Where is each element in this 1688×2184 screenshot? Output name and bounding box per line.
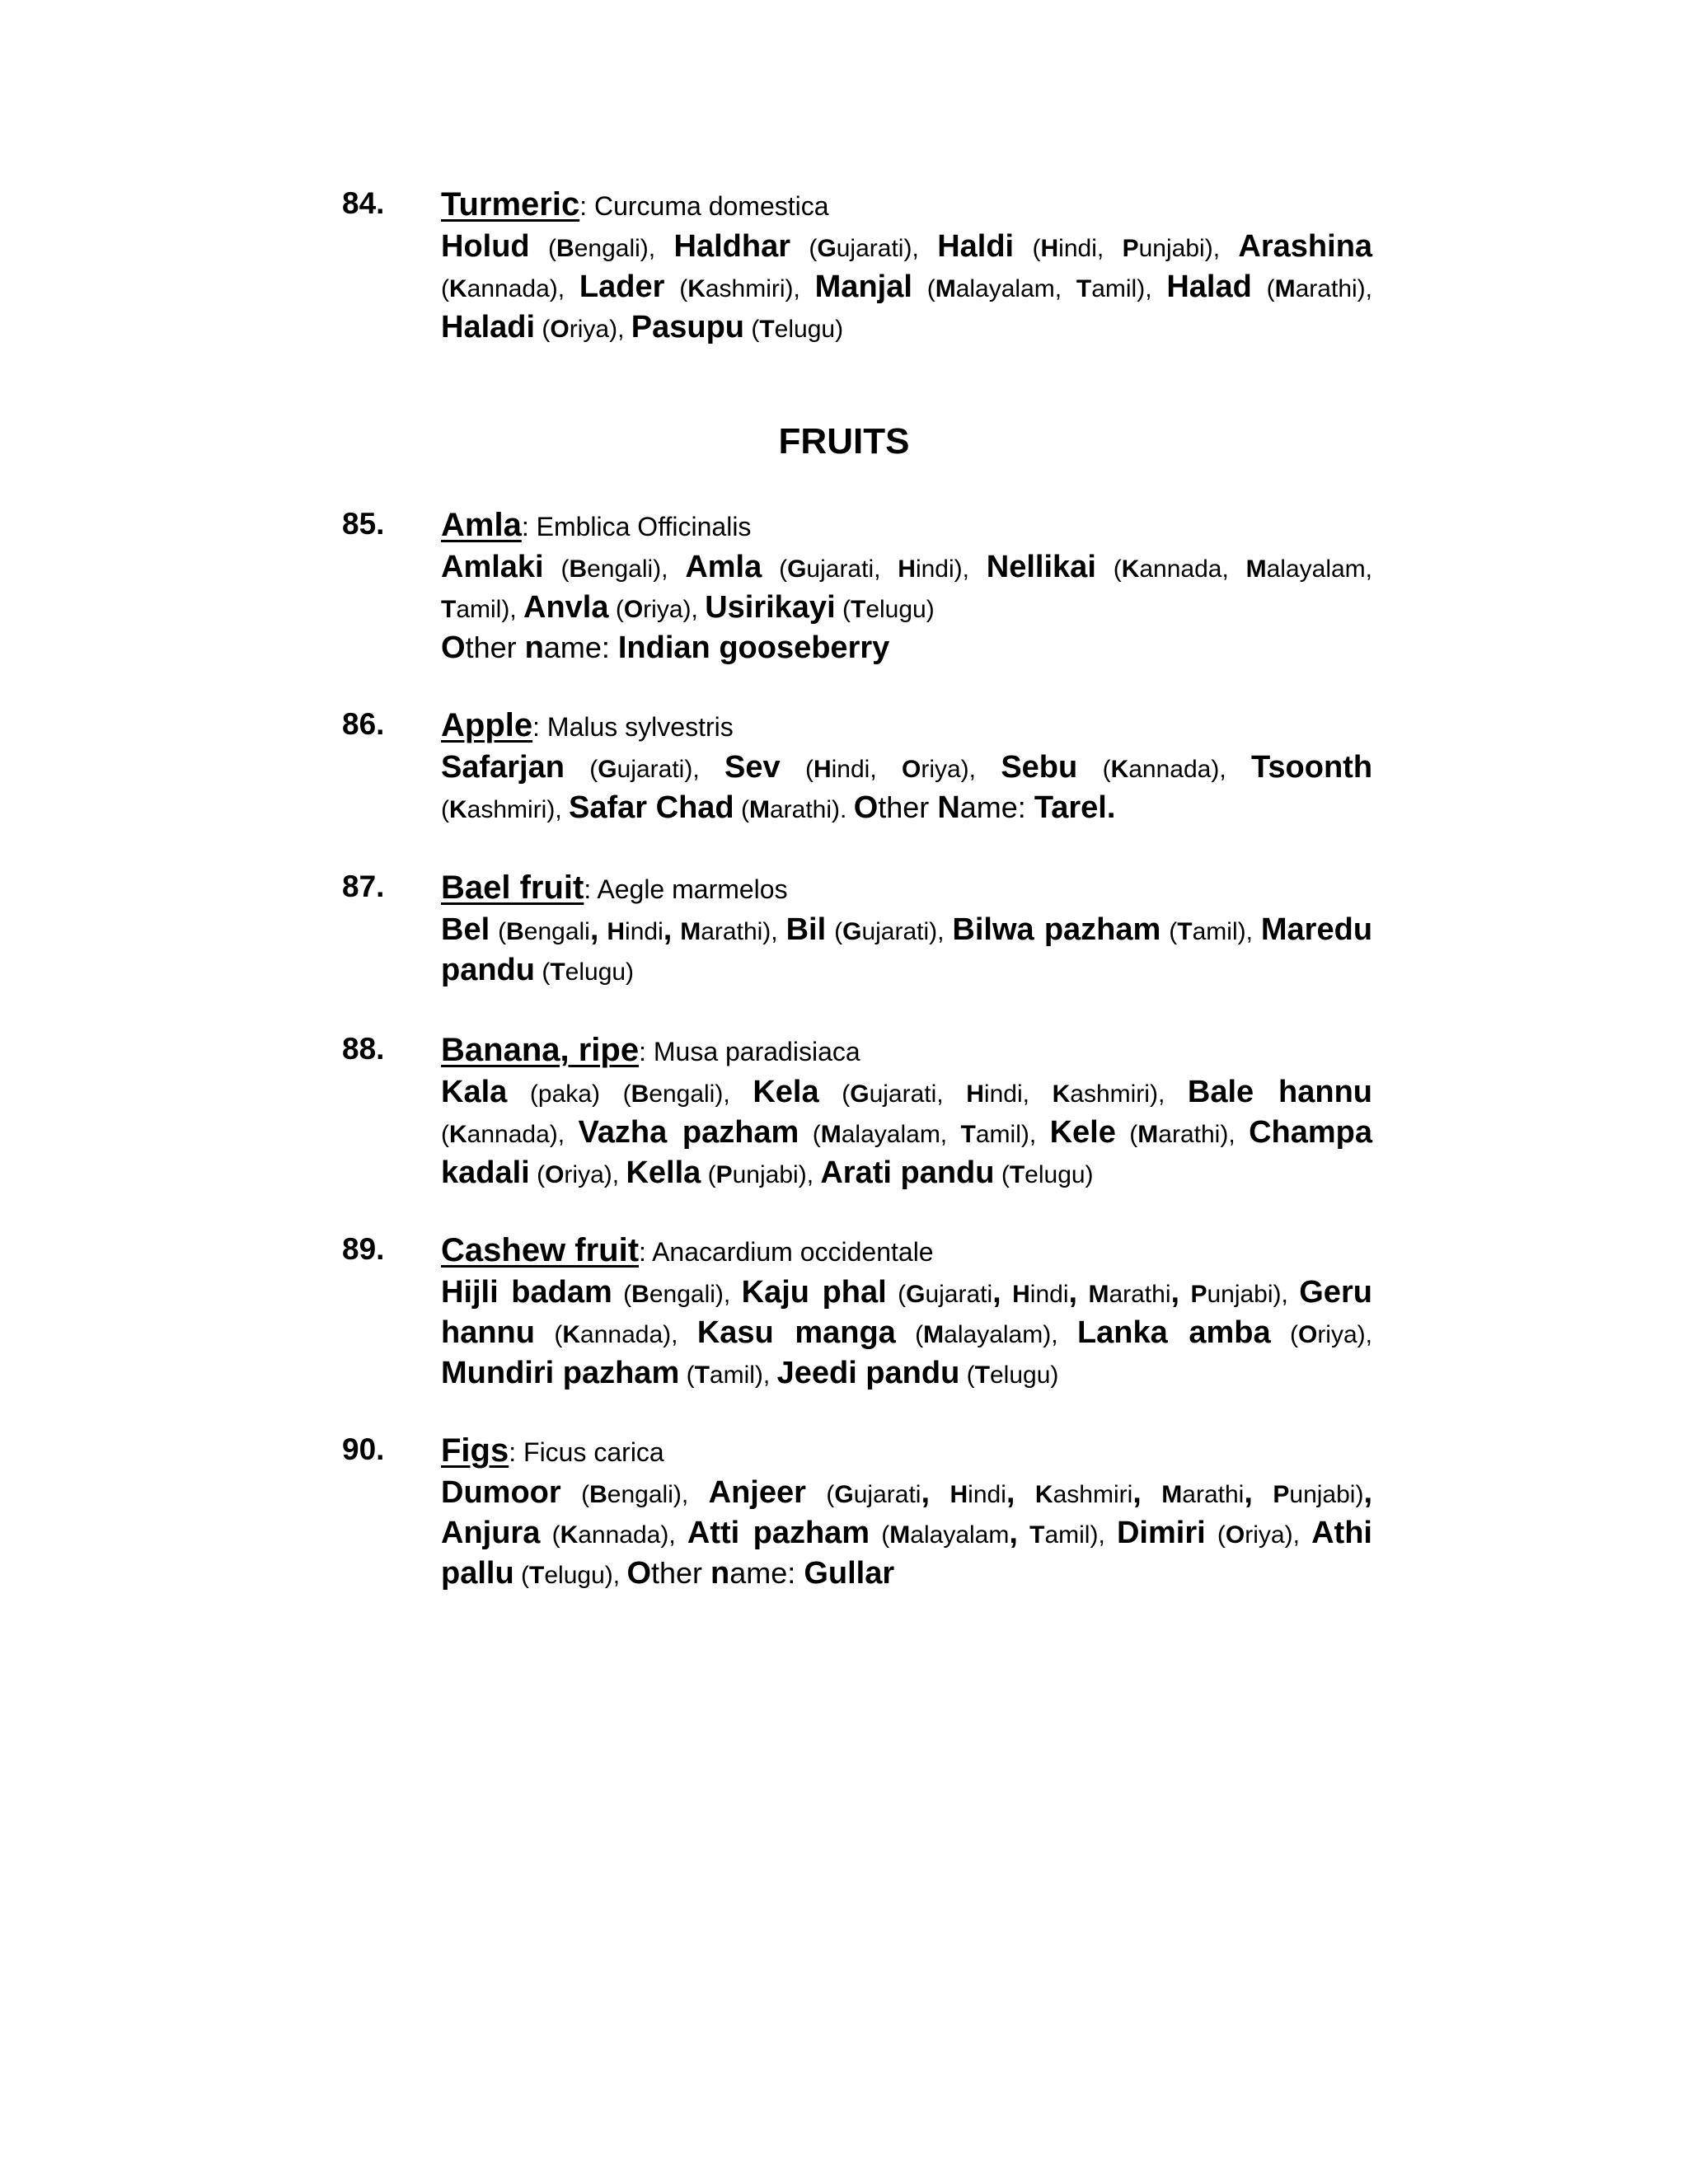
common-name: Figs	[441, 1432, 509, 1469]
scientific-name: : Malus sylvestris	[532, 712, 734, 742]
scientific-name: : Emblica Officinalis	[521, 512, 752, 541]
scientific-name: : Aegle marmelos	[584, 874, 788, 904]
entry-number: 86.	[342, 707, 385, 741]
common-name: Apple	[441, 707, 533, 743]
scientific-name: : Musa paradisiaca	[639, 1037, 860, 1066]
regional-names: Hijli badam (Bengali), Kaju phal (Gujarati, Hindi, Marathi, Punjabi), Geru hannu (Kannada), Kasu manga (Malayalam), Lanka amba (Oriya), Mundiri pazham (Tamil), Jeedi pandu (Telugu)	[441, 1275, 1372, 1390]
entry-number: 85.	[342, 507, 385, 541]
scientific-name: : Anacardium occidentale	[639, 1237, 934, 1267]
common-name: Bael fruit	[441, 869, 584, 906]
common-name: Cashew fruit	[441, 1232, 640, 1268]
entry-heading	[441, 1434, 664, 1467]
entry-heading	[441, 188, 829, 221]
section-title: FRUITS	[778, 421, 910, 462]
regional-names: Kala (paka) (Bengali), Kela (Gujarati, Hindi, Kashmiri), Bale hannu (Kannada), Vazha pazham (Malayalam, Tamil), Kele (Marathi), Champa kadali (Oriya), Kella (Punjabi), Arati pandu (Telugu)	[441, 1075, 1373, 1190]
scientific-name: : Ficus carica	[509, 1437, 664, 1467]
entry-heading	[441, 1234, 934, 1267]
entry-number: 88.	[342, 1032, 385, 1066]
common-name: Turmeric	[441, 186, 580, 223]
entry-number: 84.	[342, 186, 385, 220]
entry-number: 89.	[342, 1232, 385, 1266]
scientific-name: : Curcuma domestica	[579, 191, 829, 221]
entry-heading	[441, 1033, 860, 1066]
regional-names: Holud (Bengali), Haldhar (Gujarati), Haldi (Hindi, Punjabi), Arashina (Kannada), Lader (Kashmiri), Manjal (Malayalam, Tamil), Halad (Marathi), Haladi (Oriya), Pasupu (Telugu)	[441, 229, 1373, 344]
entry-heading	[441, 709, 734, 742]
entry-number: 90.	[342, 1432, 385, 1466]
common-name: Banana, ripe	[441, 1032, 640, 1068]
regional-names: Safarjan (Gujarati), Sev (Hindi, Oriya), Sebu (Kannada), Tsoonth (Kashmiri), Safar Chad (Marathi). Other Name: Tarel.	[441, 750, 1373, 825]
entry-number: 87.	[342, 869, 385, 903]
common-name: Amla	[441, 507, 522, 543]
regional-names: Amlaki (Bengali), Amla (Gujarati, Hindi), Nellikai (Kannada, Malayalam, Tamil), Anvla (Oriya), Usirikayi (Telugu) Other name: Indian gooseberry	[441, 550, 1373, 665]
regional-names: Dumoor (Bengali), Anjeer (Gujarati, Hindi, Kashmiri, Marathi, Punjabi), Anjura (Kannada), Atti pazham (Malayalam, Tamil), Dimiri (Oriya), Athi pallu (Telugu), Other name: Gullar	[441, 1475, 1373, 1591]
entry-heading	[441, 509, 751, 541]
regional-names: Bel (Bengali, Hindi, Marathi), Bil (Gujarati), Bilwa pazham (Tamil), Maredu pandu (Telugu)	[441, 912, 1373, 987]
entry-heading	[441, 871, 788, 904]
